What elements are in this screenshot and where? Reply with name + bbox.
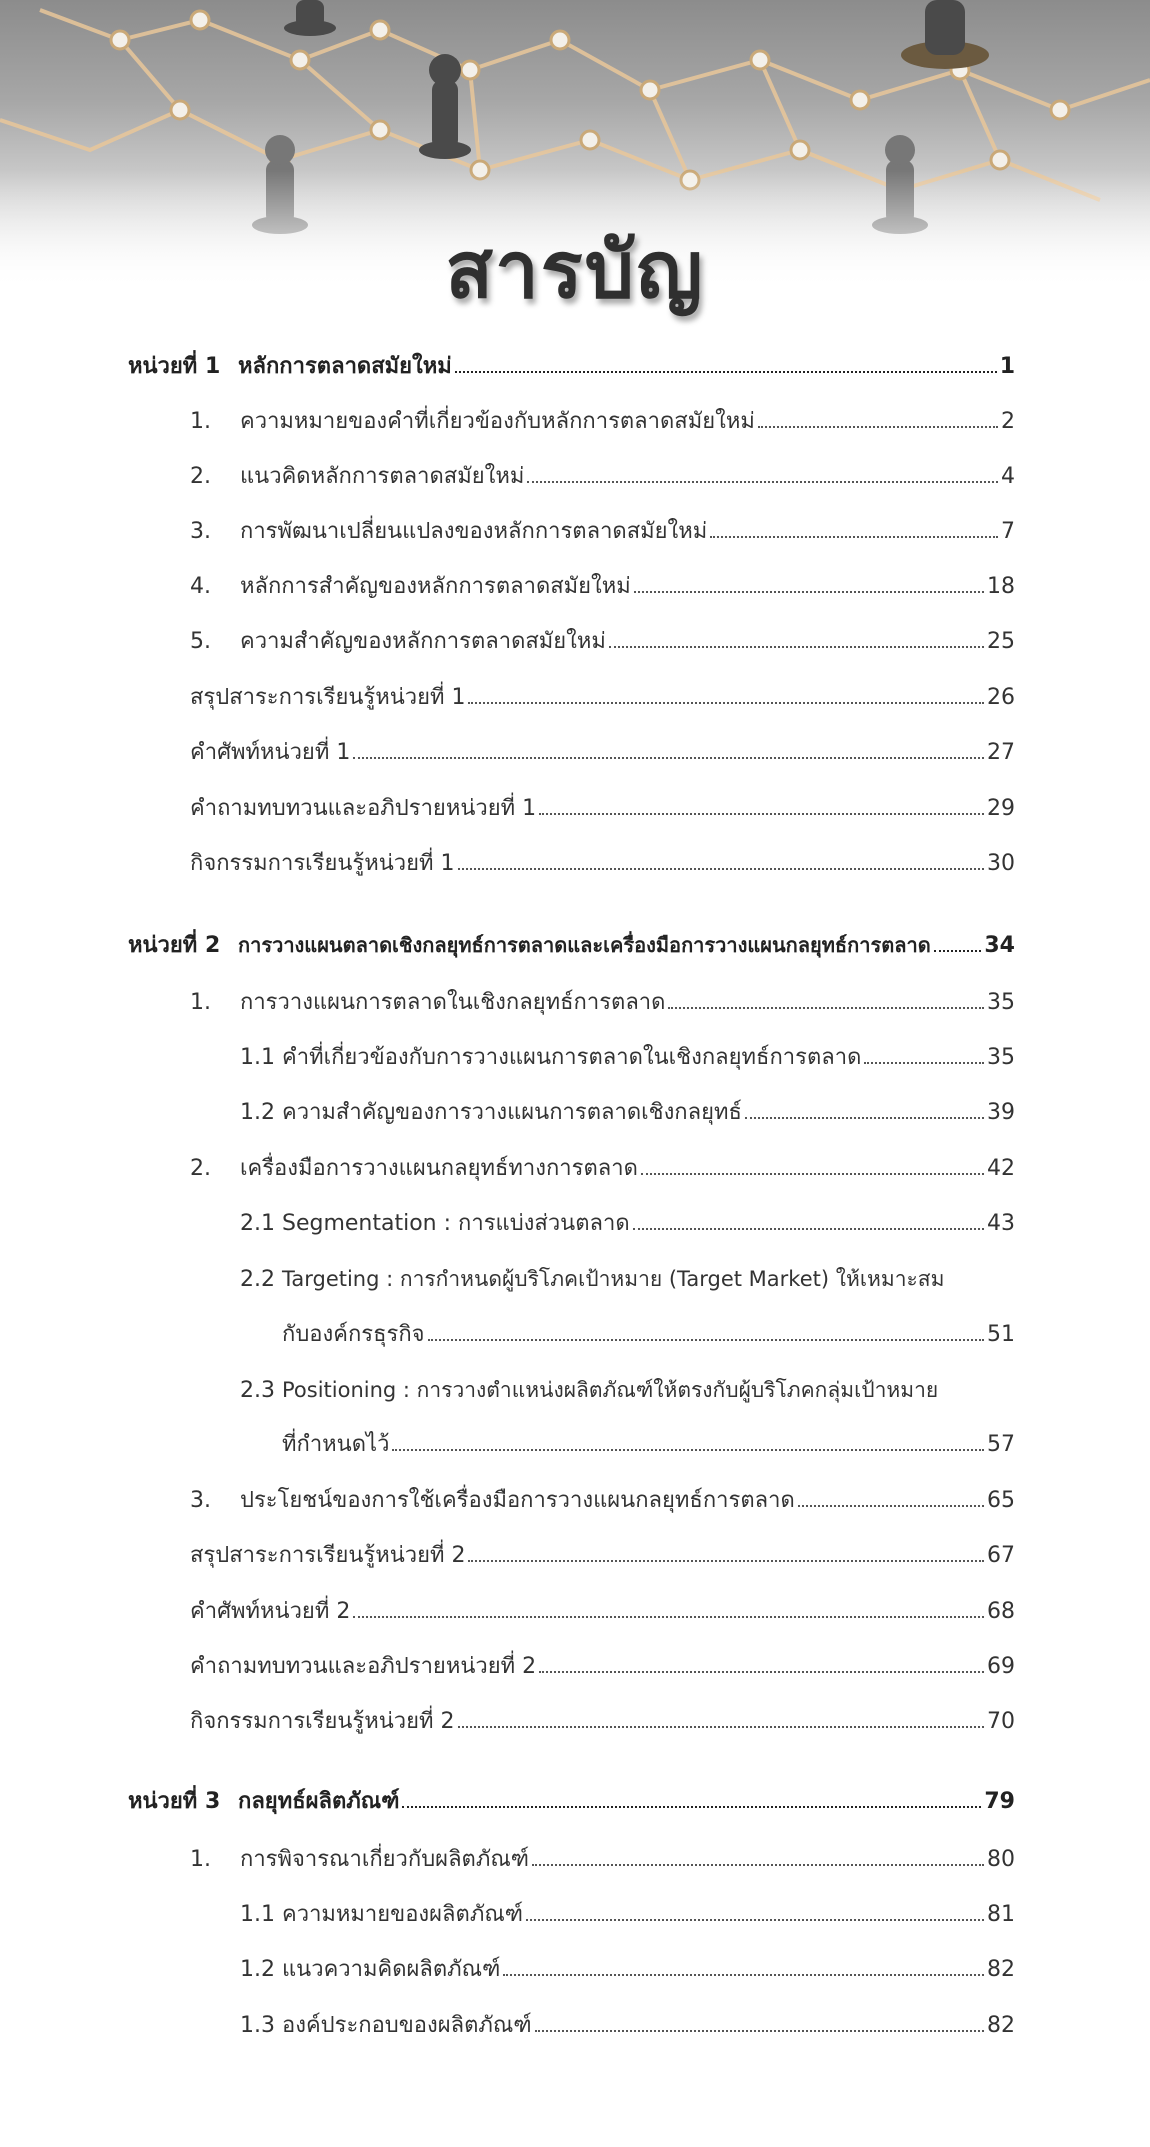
page-number: 1: [999, 354, 1015, 379]
toc-entry[interactable]: 5. ความสำคัญของหลักการตลาดสมัยใหม่ 25: [190, 629, 1015, 654]
unit-label: หน่วยที่ 2: [128, 933, 221, 958]
unit-title: หลักการตลาดสมัยใหม่: [238, 354, 452, 379]
toc-entry[interactable]: 1. การพิจารณาเกี่ยวกับผลิตภัณฑ์ 80: [190, 1847, 1015, 1872]
toc-entry-first-line[interactable]: 2.3 Positioning : การวางตำแหน่งผลิตภัณฑ์ให้ตรงกับผู้บริโภคกลุ่มเป้าหมาย: [240, 1378, 939, 1403]
toc-entry-questions[interactable]: คำถามทบทวนและอภิปรายหน่วยที่ 2 69: [190, 1654, 1015, 1679]
page-title: สารบัญ: [445, 225, 705, 316]
toc-entry-continued[interactable]: กับองค์กรธุรกิจ 51: [282, 1322, 1015, 1347]
toc-entry-activities[interactable]: กิจกรรมการเรียนรู้หน่วยที่ 2 70: [190, 1709, 1015, 1734]
leader-dots: [402, 1806, 981, 1808]
toc-entry-summary[interactable]: สรุปสาระการเรียนรู้หน่วยที่ 2 67: [190, 1543, 1015, 1568]
toc-entry-vocabulary[interactable]: คำศัพท์หน่วยที่ 2 68: [190, 1599, 1015, 1624]
toc-entry[interactable]: 1.3 องค์ประกอบของผลิตภัณฑ์ 82: [240, 2013, 1015, 2038]
toc-entry[interactable]: 1. ความหมายของคำที่เกี่ยวข้องกับหลักการตลาดสมัยใหม่ 2: [190, 409, 1015, 434]
toc-entry[interactable]: 1.2 แนวความคิดผลิตภัณฑ์ 82: [240, 1957, 1015, 1982]
toc-entry[interactable]: 1. การวางแผนการตลาดในเชิงกลยุทธ์การตลาด 35: [190, 990, 1015, 1015]
toc-entry[interactable]: 2.1 Segmentation : การแบ่งส่วนตลาด 43: [240, 1211, 1015, 1236]
leader-dots: [934, 950, 982, 952]
toc-unit-2[interactable]: [128, 930, 1015, 961]
toc-entry[interactable]: 1.1 ความหมายของผลิตภัณฑ์ 81: [240, 1902, 1015, 1927]
unit-label: หน่วยที่ 1: [128, 354, 221, 379]
toc-entry[interactable]: 1.2 ความสำคัญของการวางแผนการตลาดเชิงกลยุทธ์ 39: [240, 1100, 1015, 1125]
toc-entry[interactable]: 1.1 คำที่เกี่ยวข้องกับการวางแผนการตลาดในเชิงกลยุทธ์การตลาด 35: [240, 1045, 1015, 1070]
toc-entry-vocabulary[interactable]: คำศัพท์หน่วยที่ 1 27: [190, 740, 1015, 765]
toc-entry[interactable]: 3. ประโยชน์ของการใช้เครื่องมือการวางแผนกลยุทธ์การตลาด 65: [190, 1488, 1015, 1513]
page-number: 34: [984, 933, 1015, 958]
toc-entry-first-line[interactable]: 2.2 Targeting : การกำหนดผู้บริโภคเป้าหมาย (Target Market) ให้เหมาะสม: [240, 1267, 945, 1292]
unit-title: กลยุทธ์ผลิตภัณฑ์: [238, 1789, 400, 1814]
toc-unit-3[interactable]: [128, 1787, 1015, 1817]
toc-entry[interactable]: 2. เครื่องมือการวางแผนกลยุทธ์ทางการตลาด 42: [190, 1156, 1015, 1181]
unit-title: การวางแผนตลาดเชิงกลยุทธ์การตลาดและเครื่องมือการวางแผนกลยุทธ์การตลาด: [238, 933, 931, 957]
leader-dots: [455, 371, 997, 373]
toc-unit-1[interactable]: [128, 352, 1015, 382]
unit-label: หน่วยที่ 3: [128, 1789, 221, 1814]
toc-entry[interactable]: 3. การพัฒนาเปลี่ยนแปลงของหลักการตลาดสมัยใหม่ 7: [190, 519, 1015, 544]
toc-entry-activities[interactable]: กิจกรรมการเรียนรู้หน่วยที่ 1 30: [190, 851, 1015, 876]
toc-entry-questions[interactable]: คำถามทบทวนและอภิปรายหน่วยที่ 1 29: [190, 796, 1015, 821]
toc-entry[interactable]: 2. แนวคิดหลักการตลาดสมัยใหม่ 4: [190, 464, 1015, 489]
toc-entry[interactable]: 4. หลักการสำคัญของหลักการตลาดสมัยใหม่ 18: [190, 574, 1015, 599]
page-number: 79: [984, 1789, 1015, 1814]
toc-entry-summary[interactable]: สรุปสาระการเรียนรู้หน่วยที่ 1 26: [190, 685, 1015, 710]
toc-entry-continued[interactable]: ที่กำหนดไว้ 57: [282, 1432, 1015, 1457]
